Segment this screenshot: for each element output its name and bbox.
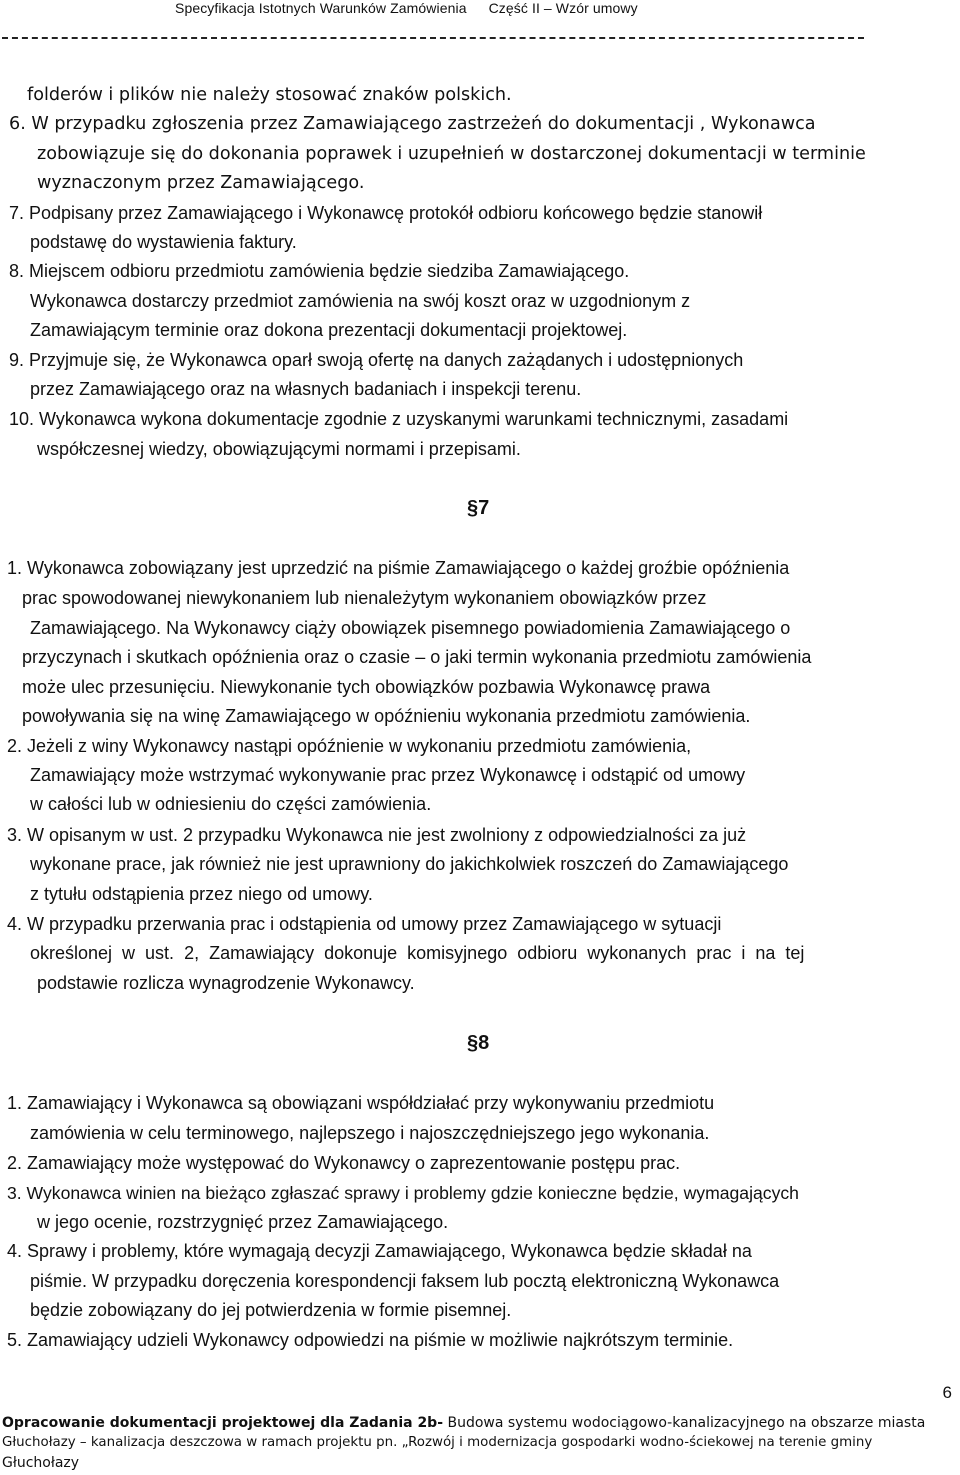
text-line: będzie zobowiązany do jej potwierdzenia w formie pisemnej. (30, 1300, 512, 1320)
text-line: Zamawiającym terminie oraz dokona prezentacji dokumentacji projektowej. (30, 320, 628, 340)
text-line: w jego ocenie, rozstrzygnięć przez Zamawiającego. (37, 1212, 449, 1232)
text-line: piśmie. W przypadku doręczenia korespondencji faksem lub pocztą elektroniczną Wykonawca (30, 1271, 780, 1291)
text-line: wykonane prace, jak również nie jest uprawniony do jakichkolwiek roszczeń do Zamawiającego (30, 854, 789, 874)
text-line: podstawę do wystawienia faktury. (30, 232, 297, 252)
text-line: powoływania się na winę Zamawiającego w opóźnieniu wykonania przedmiotu zamówienia. (22, 706, 751, 726)
section-heading-8: §8 (467, 1032, 490, 1054)
header-title: Specyfikacja Istotnych Warunków Zamówienia (175, 0, 467, 16)
text-line: 8. Miejscem odbioru przedmiotu zamówienia będzie siedziba Zamawiającego. (9, 261, 630, 281)
text-line: przyczynach i skutkach opóźnienia oraz o czasie – o jaki termin wykonania przedmiotu zamówienia (22, 647, 812, 667)
text-line: wyznaczonym przez Zamawiającego. (37, 173, 365, 193)
text-line: 2. Jeżeli z winy Wykonawcy nastąpi opóźnienie w wykonaniu przedmiotu zamówienia, (7, 736, 692, 756)
text-line: folderów i plików nie należy stosować znaków polskich. (27, 85, 512, 105)
footer-line1-rest: Budowa systemu wodociągowo-kanalizacyjnego na obszarze miasta (443, 1415, 926, 1431)
header-separator (2, 37, 864, 39)
text-line: współczesnej wiedzy, obowiązującymi normami i przepisami. (37, 439, 521, 459)
text-line: 9. Przyjmuje się, że Wykonawca oparł swoją ofertę na danych zażądanych i udostępnionych (9, 350, 744, 370)
text-line: Zamawiającego. Na Wykonawcy ciąży obowiązek pisemnego powiadomienia Zamawiającego o (30, 618, 791, 638)
text-line: 3. W opisanym w ust. 2 przypadku Wykonawca nie jest zwolniony z odpowiedzialności za już (7, 825, 747, 845)
text-line: z tytułu odstąpienia przez niego od umowy. (30, 884, 373, 904)
text-line: 10. Wykonawca wykona dokumentacje zgodnie z uzyskanymi warunkami technicznymi, zasadami (9, 409, 789, 429)
page-number: 6 (942, 1383, 952, 1402)
footer-line-1 (2, 1415, 925, 1431)
section-heading-7: §7 (467, 497, 490, 519)
text-line: 6. W przypadku zgłoszenia przez Zamawiającego zastrzeżeń do dokumentacji , Wykonawca (9, 114, 816, 134)
text-line: Zamawiający może wstrzymać wykonywanie prac przez Wykonawcę i odstąpić od umowy (30, 765, 746, 785)
text-line: może ulec przesunięciu. Niewykonanie tych obowiązków pozbawia Wykonawcę prawa (22, 677, 711, 697)
text-line: określonej w ust. 2, Zamawiający dokonuje komisyjnego odbioru wykonanych prac i na tej (30, 943, 805, 963)
text-line: 7. Podpisany przez Zamawiającego i Wykonawcę protokół odbioru końcowego będzie stanowił (9, 203, 763, 223)
text-line: podstawie rozlicza wynagrodzenie Wykonawcy. (37, 973, 415, 993)
text-line: Wykonawca dostarczy przedmiot zamówienia na swój koszt oraz w uzgodnionym z (30, 291, 691, 311)
text-line: 4. Sprawy i problemy, które wymagają decyzji Zamawiającego, Wykonawca będzie składał na (7, 1241, 752, 1261)
document-header (175, 0, 638, 16)
footer-bold: Opracowanie dokumentacji projektowej dla Zadania 2b- (2, 1415, 444, 1431)
header-part: Część II – Wzór umowy (488, 0, 638, 16)
text-line: 4. W przypadku przerwania prac i odstąpienia od umowy przez Zamawiającego w sytuacji (7, 914, 722, 934)
text-line: w całości lub w odniesieniu do części zamówienia. (30, 794, 432, 814)
text-line: 2. Zamawiający może występować do Wykonawcy o zaprezentowanie postępu prac. (7, 1153, 681, 1173)
text-line: 3. Wykonawca winien na bieżąco zgłaszać sprawy i problemy gdzie konieczne będzie, wymagających (7, 1183, 799, 1203)
footer-line-2: Głuchołazy – kanalizacja deszczowa w ramach projektu pn. „Rozwój i modernizacja gospodarki wodno-ściekowej na terenie gminy (2, 1435, 873, 1450)
text-line: 5. Zamawiający udzieli Wykonawcy odpowiedzi na piśmie w możliwie najkrótszym terminie. (7, 1330, 734, 1350)
text-line: zamówienia w celu terminowego, najlepszego i najoszczędniejszego jego wykonania. (30, 1123, 710, 1143)
footer-line-3: Głuchołazy (2, 1455, 80, 1471)
text-line: przez Zamawiającego oraz na własnych badaniach i inspekcji terenu. (30, 379, 582, 399)
text-line: zobowiązuje się do dokonania poprawek i uzupełnień w dostarczonej dokumentacji w terminie (37, 144, 866, 164)
text-line: 1. Zamawiający i Wykonawca są obowiązani współdziałać przy wykonywaniu przedmiotu (7, 1093, 715, 1113)
text-line: 1. Wykonawca zobowiązany jest uprzedzić na piśmie Zamawiającego o każdej groźbie opóźnienia (7, 558, 790, 578)
text-line: prac spowodowanej niewykonaniem lub nienależytym wykonaniem obowiązków przez (22, 588, 707, 608)
